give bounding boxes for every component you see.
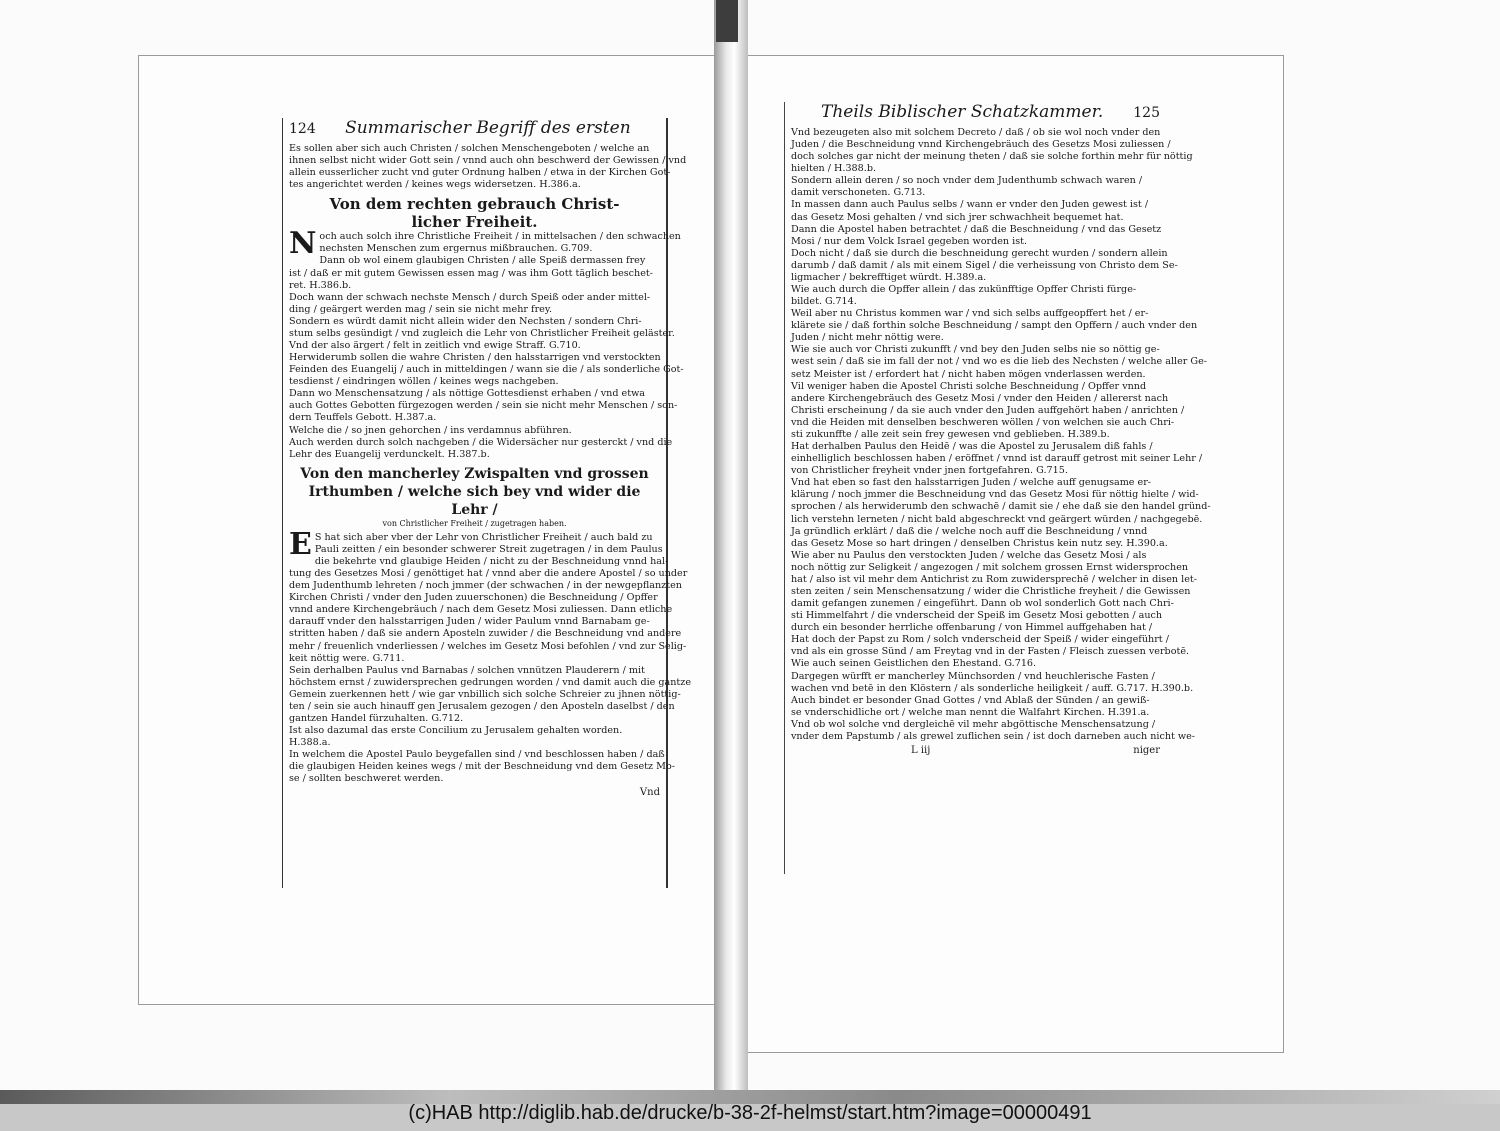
text-line: sten zeiten / sein Menschensatzung / wider die Christliche freyheit / die Gewissen: [791, 585, 1191, 597]
text-line: vnder dem Papstumb / als grewel zuflichen sein / ist doch darneben auch nicht we-: [791, 730, 1196, 742]
text-line: Wie sie auch vor Christi zukunfft / vnd bey den Juden selbs nie so nöttig ge-: [791, 344, 1160, 356]
left-running-title: Summarischer Begriff des ersten: [345, 118, 631, 138]
right-catchword-row: [791, 745, 1160, 757]
text-line: hielten / H.388.b.: [791, 163, 877, 175]
text-line: In massen dann auch Paulus selbs / wann er vnder den Juden gewest ist /: [791, 199, 1149, 211]
text-line: tes angerichtet werden / keines wegs widersetzen. H.386.a.: [289, 179, 581, 191]
text-line: ihnen selbst nicht wider Gott sein / vnnd auch ohn beschwerd der Gewissen / vnd: [289, 155, 687, 167]
text-line: west sein / daß sie im fall der not / vnd wo es die lieb des Nechsten / welche aller Ge-: [791, 356, 1207, 368]
text-line: doch solches gar nicht der meinung theten / daß sie solche forthin mehr für nöttig: [791, 151, 1193, 163]
text-line: Weil aber nu Christus kommen war / vnd sich selbs auffgeopffert het / er-: [791, 308, 1149, 320]
text-line: Es sollen aber sich auch Christen / solchen Menschengeboten / welche an: [289, 143, 650, 154]
text-line: dem Judenthumb lehreten / noch jmmer (der schwachen / in der newgepflanzten: [289, 580, 682, 592]
text-line: ret. H.386.b.: [289, 279, 352, 291]
text-line: Sein derhalben Paulus vnd Barnabas / solchen vnnützen Plauderern / mit: [289, 664, 645, 676]
text-line: Vnd hat eben so fast den halsstarrigen Juden / welche auff genugsame er-: [791, 477, 1152, 489]
text-line: hat / also ist vil mehr dem Antichrist zu Rom zuwidersprechē / welcher in disen let-: [791, 573, 1197, 585]
signature-mark: L iij: [911, 744, 931, 756]
text-line: Hat derhalben Paulus den Heidē / was die Apostel zu Jerusalem diß fahls /: [791, 441, 1153, 453]
text-line: ten / sein sie auch hinauff gen Jerusalem gezogen / den Aposteln daselbst / den: [289, 700, 675, 712]
text-line: Auch werden durch solch nachgeben / die Widersächer nur gesterckt / vnd die: [289, 436, 673, 448]
text-line: Juden / nicht mehr nöttig were.: [791, 332, 944, 344]
text-line: stum selbs gesündigt / vnd zugleich die Lehr von Christlicher Freiheit geläster.: [289, 327, 675, 339]
section-heading-1-line1: Von dem rechten gebrauch Christ-: [329, 195, 620, 214]
text-line: Herwiderumb sollen die wahre Christen / den halsstarrigen vnd verstockten: [289, 352, 661, 364]
text-line: durch ein besonder herrliche offenbarung / von Himmel auffgehaben hat /: [791, 622, 1153, 634]
text-line: Wie auch seinen Geistlichen den Ehestand. G.716.: [791, 658, 1037, 670]
text-line: mehr / freuenlich vnderliessen / welches im Gesetz Mosi befohlen / vnd zur Selig-: [289, 640, 687, 652]
text-line: Gemein zuerkennen hett / wie gar vnbillich sich solche Schreier zu jhnen nöttig-: [289, 688, 681, 700]
text-line: Welche die / so jnen gehorchen / ins verdamnus abführen.: [289, 424, 572, 436]
right-catchword: niger: [1133, 744, 1160, 756]
right-page-body: [791, 127, 1211, 743]
text-line: S hat sich aber vber der Lehr von Christlicher Freiheit / auch bald zu: [314, 531, 653, 543]
text-line: Vnd ob wol solche vnd dergleichē vil mehr abgöttische Menschensatzung /: [791, 718, 1156, 730]
text-line: Lehr des Euangelij verdunckelt. H.387.b.: [289, 448, 490, 460]
text-line: Dann die Apostel haben betrachtet / daß die Beschneidung / vnd das Gesetz: [791, 223, 1162, 235]
copyright-credit: (c)HAB http://diglib.hab.de/drucke/b-38-2f-helmst/start.htm?image=00000491: [408, 1102, 1092, 1124]
text-line: In welchem die Apostel Paulo beygefallen sind / vnd beschlossen haben / daß: [289, 749, 665, 761]
text-line: Vnd der also ärgert / felt in zeitlich vnd ewige Straff. G.710.: [289, 340, 581, 352]
text-line: andere Kirchengebräuch des Gesetz Mosi / vnder den Heiden / allererst nach: [791, 392, 1169, 404]
text-line: klärung / noch jmmer die Beschneidung vnd das Gesetz Mosi für nöttig hielte / wid-: [791, 489, 1199, 501]
text-line: Mosi / nur dem Volck Israel gegeben worden ist.: [791, 235, 1028, 247]
text-line: sprochen / als herwiderumb den schwachē / damit sie / ehe daß sie den handel gründ-: [791, 501, 1211, 513]
text-line: nechsten Menschen zum ergernus mißbrauchen. G.709.: [319, 243, 593, 255]
text-line: Sondern allein deren / so noch vnder dem Judenthumb schwach waren /: [791, 175, 1143, 187]
text-line: Ist also dazumal das erste Concilium zu Jerusalem gehalten worden.: [289, 725, 623, 737]
text-line: H.388.a.: [289, 737, 331, 749]
text-line: Wie auch durch die Opffer allein / das zukünfftige Opffer Christi fürge-: [791, 284, 1137, 296]
text-line: das Gesetz Mosi gehalten / vnd sich jrer schwachheit bequemet hat.: [791, 211, 1124, 223]
text-line: dern Teuffels Gebott. H.387.a.: [289, 412, 437, 424]
text-line: damit gefangen zunemen / eingeführt. Dann ob wol sonderlich Gott nach Chri-: [791, 598, 1174, 610]
text-line: darauff vnder den halsstarrigen Juden / wider Paulum vnnd Barnabam ge-: [289, 616, 650, 628]
drop-initial-2: E: [289, 526, 312, 562]
text-line: Sondern es würdt damit nicht allein wider den Nechsten / sondern Chri-: [289, 315, 642, 327]
text-line: das Gesetz Mose so hart dringen / denselben Christus kein nutz sey. H.390.a.: [791, 537, 1168, 549]
text-line: noch nöttig zur Seligkeit / angezogen / mit solchem grossen Ernst widersprochen: [791, 561, 1189, 573]
text-line: tung des Gesetzes Mosi / genöttiget hat / vnnd aber die andere Apostel / so under: [289, 568, 688, 580]
section-heading-2-sub: von Christlicher Freiheit / zugetragen haben.: [382, 518, 567, 528]
text-line: vnd die Heiden mit denselben beschweren wöllen / von welchen sie auch Chri-: [791, 416, 1175, 428]
section-heading-1-line2: licher Freiheit.: [411, 213, 538, 232]
text-line: Juden / die Beschneidung vnnd Kirchengebräuch des Gesetzs Mosi zuliessen /: [791, 139, 1171, 151]
right-running-head: [791, 102, 1160, 123]
text-line: auch Gottes Gebotten fürgezogen werden / sein sie nicht mehr Menschen / son-: [289, 400, 678, 412]
text-line: Dann wo Menschensatzung / als nöttige Gottesdienst erhaben / vnd etwa: [289, 388, 646, 400]
book-spine-shadow: [716, 0, 738, 42]
text-line: sti Himmelfahrt / die vnderscheid der Speiß im Gesetz Mosi gebotten / auch: [791, 610, 1163, 622]
text-line: Dann ob wol einem glaubigen Christen / alle Speiß dermassen frey: [319, 255, 646, 267]
text-line: Feinden des Euangelij / auch in mitteldingen / wann sie die / als sonderliche Got-: [289, 364, 684, 376]
section-heading-1: [289, 195, 660, 231]
text-line: Ja gründlich erklärt / daß die / welche noch auff die Beschneidung / vnnd: [791, 525, 1148, 537]
text-line: setz Meister ist / erfordert hat / nicht haben mögen vnderlassen werden.: [791, 368, 1146, 380]
text-line: höchstem ernst / zuwidersprechen gedrungen worden / vnd damit auch die gantze: [289, 676, 692, 688]
text-line: einhelliglich beschlossen haben / eröffnet / vnnd ist darauff getrost mit seiner Lehr /: [791, 453, 1203, 465]
text-line: vnd als ein grosse Sünd / am Freytag vnd in der Fasten / Fleisch zuessen verbotē.: [791, 646, 1190, 658]
left-catchword-row: [289, 787, 660, 799]
right-page-text: [784, 102, 1211, 874]
text-line: Dargegen würfft er mancherley Münchsorden / vnd heuchlerische Fasten /: [791, 670, 1155, 682]
text-line: bildet. G.714.: [791, 296, 857, 308]
text-line: allein eusserlicher zucht vnd guter Ordnung halben / etwa in der Kirchen Got-: [289, 167, 671, 179]
text-line: von Christlicher freyheit vnder jnen fortgefahren. G.715.: [791, 465, 1068, 477]
text-line: Doch nicht / daß sie durch die beschneidung gerecht wurden / sondern allein: [791, 247, 1168, 259]
text-line: Vnd bezeugeten also mit solchem Decreto / daß / ob sie wol noch vnder den: [791, 127, 1161, 138]
book-gutter: [714, 0, 748, 1090]
text-line: sti zukunffte / alle zeit sein frey gewesen vnd geblieben. H.389.b.: [791, 428, 1110, 440]
right-running-title: Theils Biblischer Schatzkammer.: [821, 102, 1104, 122]
text-line: Christi erscheinung / da sie auch vnder den Juden auffgehört haben / anrichten /: [791, 404, 1185, 416]
left-page-text: [282, 118, 692, 888]
right-page-number: 125: [1133, 105, 1160, 121]
text-line: damit verschoneten. G.713.: [791, 187, 926, 199]
left-catchword: Vnd: [639, 787, 660, 799]
text-line: Wie aber nu Paulus den verstockten Juden / welche das Gesetz Mosi / als: [791, 549, 1147, 561]
text-line: darumb / daß damit / als mit einem Sigel / die verheissung von Christo dem Se-: [791, 259, 1178, 271]
text-line: Doch wann der schwach nechste Mensch / durch Speiß oder ander mittel-: [289, 291, 651, 303]
section-heading-2: [289, 465, 660, 519]
text-line: gantzen Handel fürzuhalten. G.712.: [289, 712, 464, 724]
text-line: wachen vnd betē in den Klöstern / als sonderliche heiligkeit / auff. G.717. H.390.b.: [791, 682, 1194, 694]
section-heading-2-line2: Irthumben / welche sich bey vnd wider die Lehr /: [308, 483, 641, 518]
left-intro: [289, 143, 687, 191]
drop-initial-1: N: [289, 226, 317, 262]
text-line: klärete sie / daß forthin solche Beschneidung / sampt den Opffern / auch vnder den: [791, 320, 1198, 332]
section-heading-2-line1: Von den mancherley Zwispalten vnd grossen: [300, 465, 649, 482]
text-line: lich verstehn lerneten / nicht bald abgeschreckt vnd geärgert würden / nachgegebē.: [791, 513, 1203, 525]
text-line: ligmacher / bekrefftiget würdt. H.389.a.: [791, 271, 987, 283]
text-line: Pauli zeitten / ein besonder schwerer Streit zugetragen / in dem Paulus: [314, 543, 663, 555]
text-line: Hat doch der Papst zu Rom / solch vnderscheid der Speiß / wider eingeführt /: [791, 634, 1169, 646]
text-line: och auch solch ihre Christliche Freiheit / in mittelsachen / den schwachen: [319, 231, 681, 243]
text-line: se vnderschidliche ort / welche man nennt die Walfahrt Kirchen. H.391.a.: [791, 706, 1150, 718]
left-running-head: [289, 118, 660, 139]
text-line: se / sollten beschweret werden.: [289, 773, 444, 785]
text-line: stritten haben / daß sie andern Aposteln zuwider / die Beschneidung vnd andere: [289, 628, 682, 640]
text-line: Vil weniger haben die Apostel Christi solche Beschneidung / Opffer vnnd: [791, 380, 1147, 392]
text-line: tesdienst / eindringen wöllen / keines wegs nachgeben.: [289, 376, 559, 388]
left-page-number: 124: [289, 121, 316, 137]
text-line: die glaubigen Heiden keines wegs / mit der Beschneidung vnd dem Gesetz Mo-: [289, 761, 675, 773]
text-line: vnnd andere Kirchengebräuch / nach dem Gesetz Mosi zuliessen. Dann etliche: [289, 604, 673, 616]
text-line: ist / daß er mit gutem Gewissen essen mag / was ihm Gott täglich beschet-: [289, 267, 653, 279]
text-line: Kirchen Christi / vnder den Juden zuuerschonen) die Beschneidung / Opffer: [289, 592, 658, 604]
text-line: die bekehrte vnd glaubige Heiden / nicht zu der Beschneidung vnnd hal-: [314, 555, 669, 567]
section-1-body: [289, 226, 684, 460]
text-line: ding / geärgert werden mag / sein sie nicht mehr frey.: [289, 303, 553, 315]
section-2-body: [289, 526, 692, 786]
text-line: Auch bindet er besonder Gnad Gottes / vnd Ablaß der Sünden / an gewiß-: [791, 694, 1150, 706]
text-line: keit nöttig were. G.711.: [289, 652, 405, 664]
